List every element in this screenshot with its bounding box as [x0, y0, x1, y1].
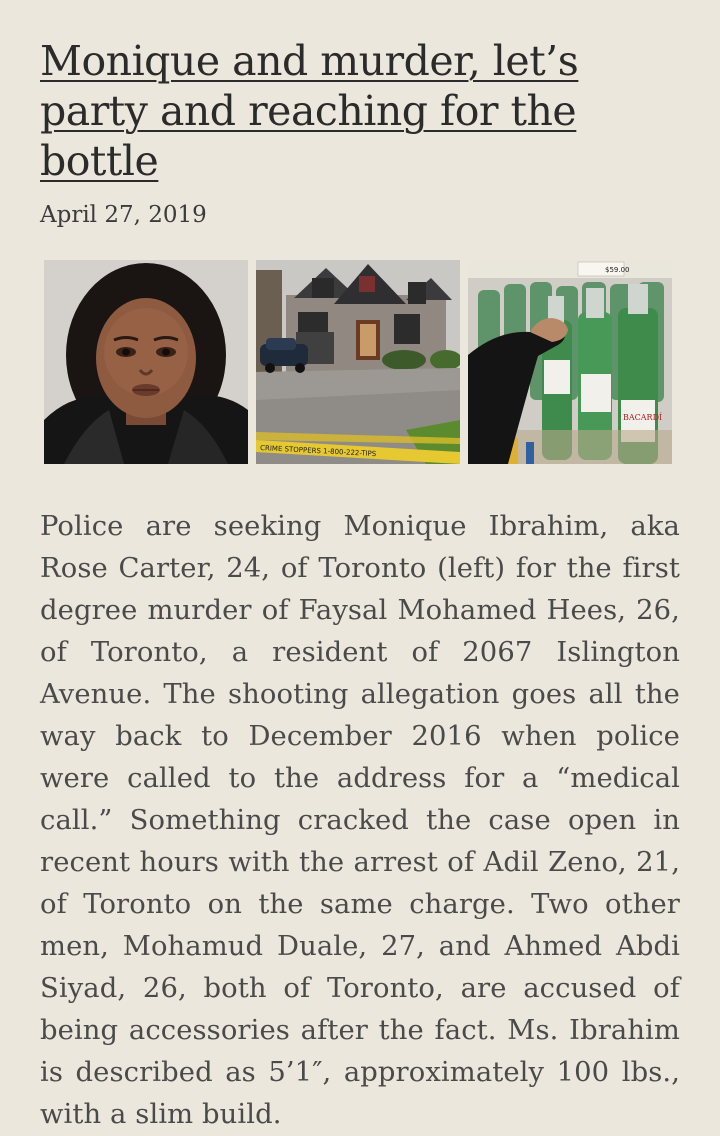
article-body: Police are seeking Monique Ibrahim, aka Rose Carter, 24, of Toronto (left) for the first degree murder of Faysal Mohamed Hees, 26, of Toronto, a resident of 2067 Islington Avenue. The shooting allegation goes all the way back to December 2016 when police were called to the address for a “medical call.” Something cracked the case open in recent hours with the arrest of Adil Zeno, 21, of Toronto on the same charge. Two other men, Mohamud Duale, 27, and Ahmed Abdi Siyad, 26, both of Toronto, are accused of being accessories after the fact. Ms. Ibrahim is described as 5’1″, approximately 100 lbs., with a slim build. [40, 511, 680, 1130]
bottle-label-text: BACARDÍ [623, 413, 663, 422]
house-illustration [256, 260, 460, 464]
article [40, 36, 680, 230]
article-title[interactable] [40, 36, 680, 186]
mugshot-photo[interactable] [44, 260, 248, 464]
house-photo[interactable] [256, 260, 460, 464]
bottles-photo[interactable] [468, 260, 672, 464]
article-date: April 27, 2019 [40, 202, 207, 228]
mugshot-illustration [44, 260, 248, 464]
police-tape-text: CRIME STOPPERS 1-800-222-TIPS [259, 444, 377, 459]
article-title-link[interactable]: Monique and murder, let’s party and reaching for the bottle [40, 37, 579, 185]
price-tag-text: $59.00 [605, 266, 630, 274]
bottles-illustration [468, 260, 672, 464]
photo-gallery [44, 260, 672, 464]
